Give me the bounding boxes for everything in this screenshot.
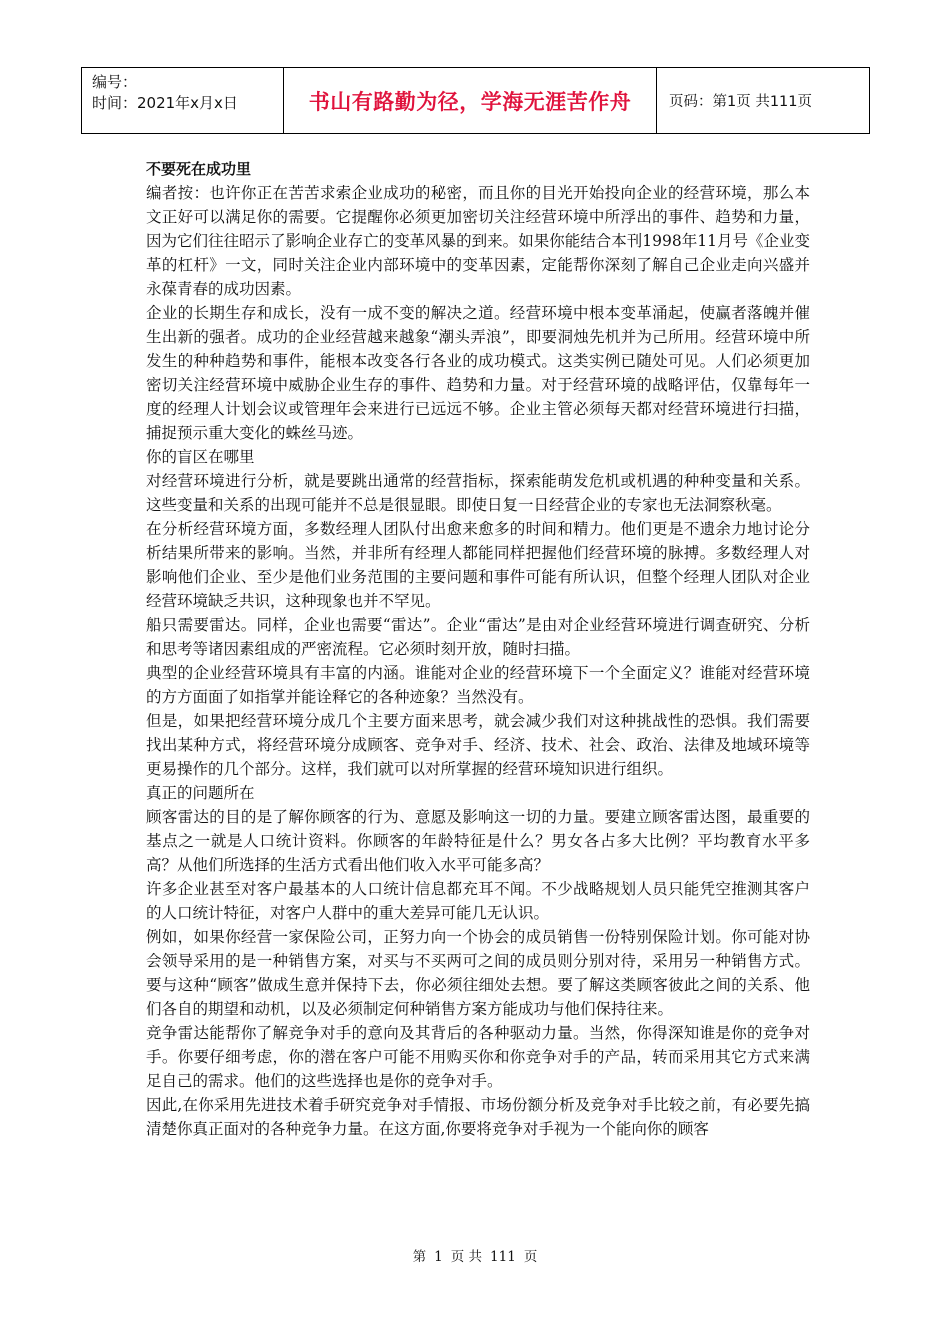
footer-mid: 页 共 [450, 1249, 483, 1265]
body-paragraph: 企业的长期生存和成长，没有一成不变的解决之道。经营环境中根本变革涌起，使赢者落魄并催生出新的强者。成功的企业经营越来越象“潮头弄浪”，即要洞烛先机并为己所用。经营环境中所发生的种种趋势和事件，能根本改变各行各业的成功模式。这类实例已随处可见。人们必须更加密切关注经营环境中威胁企业生存的事件、趋势和力量。对于经营环境的战略评估，仅靠每年一度的经理人计划会议或管理年会来进行已远远不够。企业主管必须每天都对经营环境进行扫描，捕捉预示重大变化的蛛丝马迹。 [146, 304, 810, 442]
body-paragraph: 船只需要雷达。同样，企业也需要“雷达”。企业“雷达”是由对企业经营环境进行调查研究、分析和思考等诸因素组成的严密流程。它必须时刻开放，随时扫描。 [146, 616, 810, 658]
body-paragraph: 在分析经营环境方面，多数经理人团队付出愈来愈多的时间和精力。他们更是不遗余力地讨论分析结果所带来的影响。当然，并非所有经理人都能同样把握他们经营环境的脉搏。多数经理人对影响他们企业、至少是他们业务范围的主要问题和事件可能有所认识，但整个经理人团队对企业经营环境缺乏共识，这种现象也并不罕见。 [146, 520, 810, 610]
body-paragraph: 因此,在你采用先进技术着手研究竞争对手情报、市场份额分析及竞争对手比较之前，有必要先搞清楚你真正面对的各种竞争力量。在这方面,你要将竞争对手视为一个能向你的顾客 [146, 1096, 810, 1138]
footer-page-number: 1 [434, 1249, 443, 1265]
body-paragraph: 竞争雷达能帮你了解竞争对手的意向及其背后的各种驱动力量。当然，你得深知谁是你的竞争对手。你要仔细考虑，你的潜在客户可能不用购买你和你竞争对手的产品，转而采用其它方式来满足自己的需求。他们的这些选择也是你的竞争对手。 [146, 1024, 810, 1090]
document-number-label: 编号： [92, 73, 138, 91]
editor-note-paragraph: 编者按：也许你正在苦苦求索企业成功的秘密，而且你的目光开始投向企业的经营环境，那么本文正好可以满足你的需要。它提醒你必须更加密切关注经营环境中所浮出的事件、趋势和力量，因为它们往往昭示了影响企业存亡的变革风暴的到来。如果你能结合本刊1998年11月号《企业变革的杠杆》一文，同时关注企业内部环境中的变革因素，定能帮你深刻了解自己企业走向兴盛并永葆青春的成功因素。 [146, 184, 810, 298]
page-footer [0, 1245, 950, 1265]
body-paragraph: 对经营环境进行分析，就是要跳出通常的经营指标，探索能萌发危机或机遇的种种变量和关系。这些变量和关系的出现可能并不总是很显眼。即使日复一日经营企业的专家也无法洞察秋毫。 [146, 472, 810, 514]
article-title: 不要死在成功里 [146, 160, 252, 178]
document-date-label: 时间：2021年x月x日 [92, 94, 238, 112]
footer-page-total: 111 [490, 1249, 516, 1265]
body-paragraph: 但是，如果把经营环境分成几个主要方面来思考，就会减少我们对这种挑战性的恐惧。我们需要找出某种方式，将经营环境分成顾客、竞争对手、经济、技术、社会、政治、法律及地域环境等更易操作的几个部分。这样，我们就可以对所掌握的经营环境知识进行组织。 [146, 712, 810, 778]
section-heading: 真正的问题所在 [146, 784, 255, 802]
header-meta-cell [82, 68, 284, 134]
body-paragraph: 典型的企业经营环境具有丰富的内涵。谁能对企业的经营环境下一个全面定义？谁能对经营环境的方方面面了如指掌并能诠释它的各种迹象？当然没有。 [146, 664, 810, 706]
header-motto: 书山有路勤为径，学海无涯苦作舟 [284, 68, 657, 134]
footer-suffix: 页 [523, 1249, 538, 1265]
article-body [146, 157, 810, 1141]
body-paragraph: 例如，如果你经营一家保险公司，正努力向一个协会的成员销售一份特别保险计划。你可能对协会领导采用的是一种销售方案，对买与不买两可之间的成员则分别对待，采用另一种销售方式。要与这种“顾客”做成生意并保持下去，你必须往细处去想。要了解这类顾客彼此之间的关系、他们各自的期望和动机，以及必须制定何种销售方案方能成功与他们保持往来。 [146, 928, 810, 1018]
body-paragraph: 顾客雷达的目的是了解你顾客的行为、意愿及影响这一切的力量。要建立顾客雷达图，最重要的基点之一就是人口统计资料。你顾客的年龄特征是什么？男女各占多大比例？平均教育水平多高？从他们所选择的生活方式看出他们收入水平可能多高？ [146, 808, 810, 874]
section-heading: 你的盲区在哪里 [146, 448, 255, 466]
footer-prefix: 第 [412, 1249, 427, 1265]
body-paragraph: 许多企业甚至对客户最基本的人口统计信息都充耳不闻。不少战略规划人员只能凭空推测其客户的人口统计特征，对客户人群中的重大差异可能几无认识。 [146, 880, 810, 922]
page-header [81, 67, 870, 134]
header-page-info: 页码：第1页 共111页 [657, 68, 870, 134]
